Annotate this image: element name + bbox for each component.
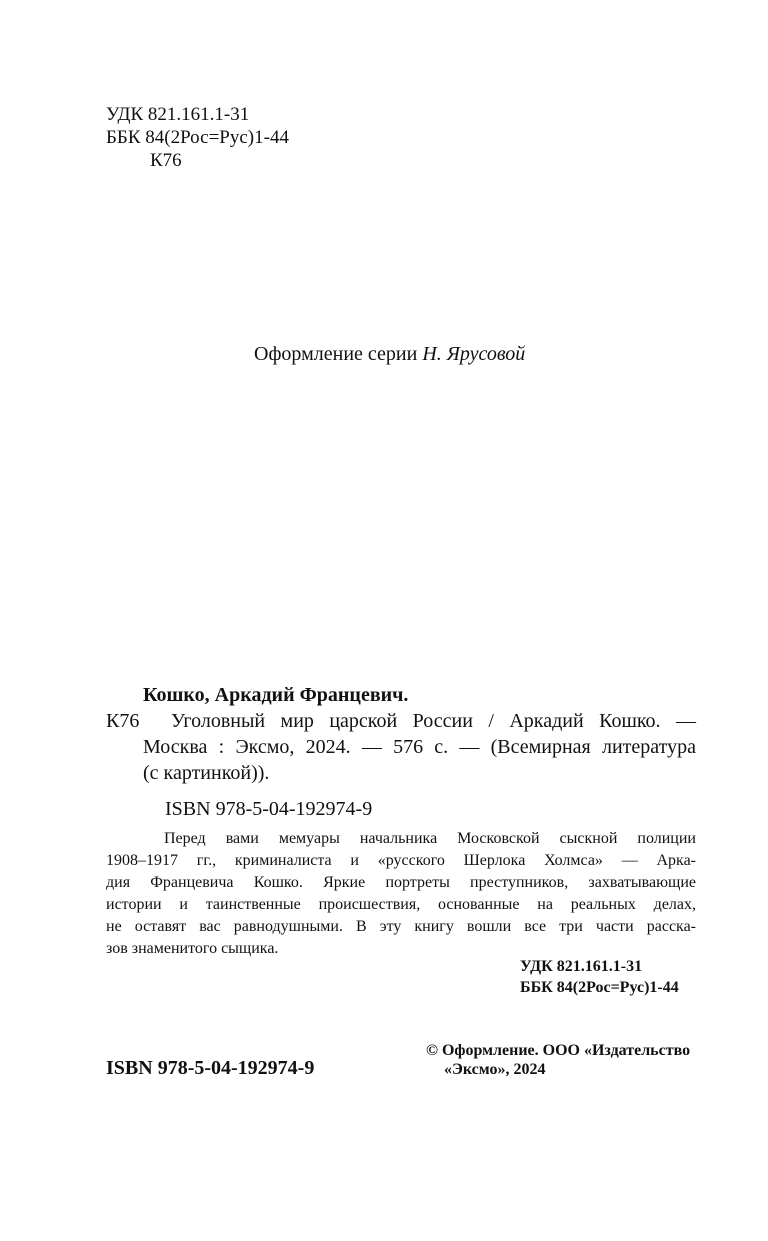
annotation-text <box>106 828 696 960</box>
copyright-line-2: «Эксмо», 2024 <box>444 1061 546 1078</box>
bibliographic-line-2: Москва : Эксмо, 2024. — 576 с. — (Всемирная литература <box>143 736 696 758</box>
annotation-line: не оставят вас равнодушными. В эту книгу вошли все три части расска- <box>106 918 696 935</box>
annotation-line: зов знаменитого сыщика. <box>106 940 279 957</box>
udk-code: УДК 821.161.1-31 <box>106 104 250 125</box>
bibliographic-line-3: (с картинкой)). <box>143 762 270 784</box>
author-mark: К76 <box>150 150 182 171</box>
bibliographic-mark: К76 <box>106 710 140 732</box>
author-heading: Кошко, Аркадий Францевич. <box>143 684 409 706</box>
annotation-line: дия Францевича Кошко. Яркие портреты преступников, захватывающие <box>106 874 696 891</box>
series-design-label: Оформление серии <box>254 343 418 365</box>
annotation-bbk: ББК 84(2Рос=Рус)1-44 <box>520 979 679 996</box>
footer-isbn: ISBN 978-5-04-192974-9 <box>106 1057 315 1079</box>
series-designer-name: Н. Ярусовой <box>422 343 526 365</box>
annotation-line: истории и таинственные происшествия, основанные на реальных делах, <box>106 896 696 913</box>
bibliographic-isbn: ISBN 978-5-04-192974-9 <box>165 798 373 820</box>
bbk-code: ББК 84(2Рос=Рус)1-44 <box>106 127 289 148</box>
bibliographic-line-1: Уголовный мир царской России / Аркадий Кошко. — <box>171 710 696 732</box>
annotation-line: Перед вами мемуары начальника Московской сыскной полиции <box>164 830 696 847</box>
annotation-udk: УДК 821.161.1-31 <box>520 958 643 975</box>
annotation-line: 1908–1917 гг., криминалиста и «русского Шерлока Холмса» — Арка- <box>106 852 696 869</box>
series-design-credit <box>254 341 525 367</box>
copyright-line-1: © Оформление. ООО «Издательство <box>426 1042 691 1059</box>
